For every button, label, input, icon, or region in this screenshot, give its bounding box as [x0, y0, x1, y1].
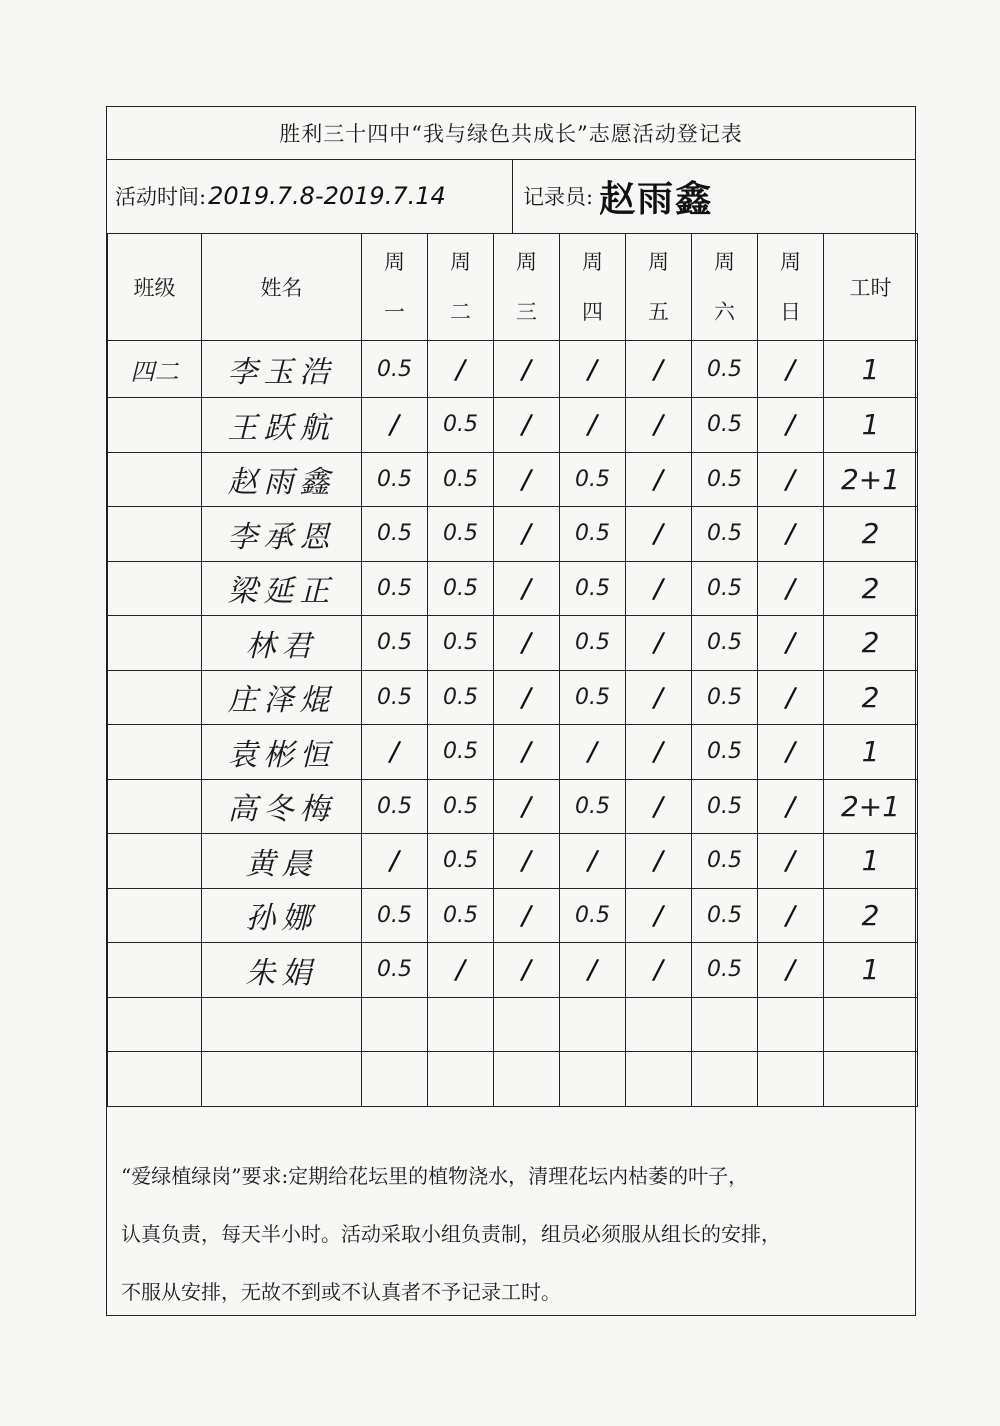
day-cell: [692, 943, 758, 998]
slash-mark: /: [518, 351, 535, 387]
day-cell: [560, 1052, 626, 1107]
day-cell: [692, 725, 758, 780]
slash-mark: /: [650, 734, 667, 769]
day-cell: [362, 398, 428, 453]
total-hours-cell: 1: [824, 943, 918, 998]
day-cell: [626, 779, 692, 834]
day-cell: [560, 670, 626, 725]
hours-value: 0.5: [707, 521, 742, 547]
total-hours-cell: 2+1: [824, 452, 918, 507]
day-cell: [362, 616, 428, 671]
total-hours-cell: 2: [824, 670, 918, 725]
day-cell: [494, 834, 560, 889]
day-cell: [362, 452, 428, 507]
day-cell: [362, 888, 428, 943]
day-cell: [692, 997, 758, 1052]
slash-mark: /: [782, 625, 799, 660]
class-cell: [108, 452, 202, 507]
day-cell: [494, 507, 560, 562]
day-cell: [758, 888, 824, 943]
table-row: [108, 725, 918, 780]
day-cell: [626, 888, 692, 943]
name-cell: 高冬梅: [202, 779, 362, 834]
hours-value: 0.5: [377, 902, 412, 928]
registration-form: [106, 106, 916, 1316]
hours-value: 0.5: [575, 630, 610, 656]
class-cell: [108, 725, 202, 780]
hours-value: 0.5: [707, 412, 742, 438]
recorder-label: 记录员:: [523, 185, 594, 209]
table-row: [108, 507, 918, 562]
day-cell: [758, 398, 824, 453]
day-cell: [626, 398, 692, 453]
table-row: [108, 341, 918, 398]
total-hours-cell: 1: [824, 398, 918, 453]
slash-mark: /: [518, 952, 535, 987]
header-class: 班级: [108, 234, 202, 341]
day-cell: [428, 943, 494, 998]
day-cell: [362, 507, 428, 562]
day-cell: [428, 561, 494, 616]
slash-mark: /: [650, 407, 667, 442]
class-cell: 四二: [108, 341, 202, 398]
total-hours-cell: 1: [824, 341, 918, 398]
slash-mark: /: [518, 843, 535, 878]
slash-mark: /: [518, 680, 535, 715]
attendance-table: [107, 233, 918, 1107]
day-cell: [758, 997, 824, 1052]
day-cell: [626, 1052, 692, 1107]
hours-value: 0.5: [443, 412, 478, 438]
day-cell: [560, 725, 626, 780]
hours-value: 0.5: [707, 356, 742, 382]
slash-mark: /: [782, 680, 799, 715]
header-name: 姓名: [202, 234, 362, 341]
slash-mark: /: [584, 407, 601, 442]
hours-value: 0.5: [377, 684, 412, 710]
header-row: [108, 234, 918, 341]
table-row: [108, 997, 918, 1052]
day-cell: [362, 341, 428, 398]
day-cell: [494, 1052, 560, 1107]
slash-mark: /: [650, 571, 667, 606]
day-cell: [362, 1052, 428, 1107]
day-cell: [692, 670, 758, 725]
day-cell: [758, 834, 824, 889]
day-cell: [758, 507, 824, 562]
header-day-sun: 周 日: [758, 234, 824, 341]
day-cell: [428, 670, 494, 725]
slash-mark: /: [452, 351, 469, 387]
form-title: 胜利三十四中“我与绿色共成长”志愿活动登记表: [107, 107, 915, 160]
slash-mark: /: [650, 462, 667, 497]
requirements-notes: [121, 1147, 903, 1321]
hours-value: 0.5: [377, 957, 412, 983]
hours-value: 0.5: [377, 466, 412, 492]
hours-value: 0.5: [443, 684, 478, 710]
note-line: 认真负责，每天半小时。活动采取小组负责制，组员必须服从组长的安排，: [121, 1222, 781, 1246]
day-cell: [428, 452, 494, 507]
day-cell: [692, 888, 758, 943]
day-cell: [758, 779, 824, 834]
slash-mark: /: [518, 789, 535, 824]
slash-mark: /: [584, 734, 601, 769]
activity-time-label: 活动时间:: [115, 185, 207, 209]
day-cell: [494, 943, 560, 998]
hours-value: 0.5: [443, 575, 478, 601]
name-cell: 梁延正: [202, 561, 362, 616]
day-cell: [692, 561, 758, 616]
total-hours-cell: [824, 1052, 918, 1107]
activity-time-cell: [107, 159, 513, 233]
day-cell: [428, 779, 494, 834]
hours-value: 0.5: [707, 630, 742, 656]
hours-value: 0.5: [377, 356, 412, 382]
slash-mark: /: [782, 462, 799, 497]
day-cell: [362, 834, 428, 889]
slash-mark: /: [782, 571, 799, 606]
day-cell: [560, 943, 626, 998]
day-cell: [692, 398, 758, 453]
hours-value: 0.5: [575, 902, 610, 928]
slash-mark: /: [650, 516, 667, 551]
day-cell: [428, 1052, 494, 1107]
day-cell: [362, 725, 428, 780]
hours-value: 0.5: [377, 575, 412, 601]
day-cell: [494, 670, 560, 725]
day-cell: [494, 452, 560, 507]
slash-mark: /: [782, 351, 799, 387]
day-cell: [692, 834, 758, 889]
day-cell: [758, 1052, 824, 1107]
day-cell: [362, 670, 428, 725]
day-cell: [560, 561, 626, 616]
day-cell: [362, 561, 428, 616]
day-cell: [692, 616, 758, 671]
day-cell: [494, 888, 560, 943]
hours-value: 0.5: [377, 630, 412, 656]
hours-value: 0.5: [707, 957, 742, 983]
name-cell: 庄泽焜: [202, 670, 362, 725]
total-hours-cell: 1: [824, 725, 918, 780]
day-cell: [428, 725, 494, 780]
hours-value: 0.5: [575, 793, 610, 819]
name-cell: 王跃航: [202, 398, 362, 453]
header-day-wed: 周 三: [494, 234, 560, 341]
class-cell: [108, 779, 202, 834]
table-row: [108, 452, 918, 507]
table-row: [108, 670, 918, 725]
class-cell: [108, 1052, 202, 1107]
header-hours: 工时: [824, 234, 918, 341]
name-cell: 李承恩: [202, 507, 362, 562]
day-cell: [560, 888, 626, 943]
class-cell: [108, 943, 202, 998]
slash-mark: /: [452, 952, 469, 987]
day-cell: [692, 507, 758, 562]
table-row: [108, 561, 918, 616]
slash-mark: /: [650, 789, 667, 824]
hours-value: 0.5: [377, 521, 412, 547]
slash-mark: /: [782, 407, 799, 442]
hours-value: 0.5: [443, 793, 478, 819]
day-cell: [626, 507, 692, 562]
slash-mark: /: [584, 843, 601, 878]
total-hours-cell: 2: [824, 507, 918, 562]
day-cell: [560, 834, 626, 889]
hours-value: 0.5: [707, 902, 742, 928]
day-cell: [494, 616, 560, 671]
day-cell: [626, 341, 692, 398]
day-cell: [692, 341, 758, 398]
slash-mark: /: [386, 734, 403, 769]
class-cell: [108, 997, 202, 1052]
activity-time-value: 2019.7.8-2019.7.14: [208, 182, 446, 210]
slash-mark: /: [782, 898, 799, 933]
day-cell: [626, 670, 692, 725]
total-hours-cell: 1: [824, 834, 918, 889]
header-day-sat: 周 六: [692, 234, 758, 341]
slash-mark: /: [650, 952, 667, 987]
hours-value: 0.5: [443, 521, 478, 547]
day-cell: [560, 616, 626, 671]
day-cell: [626, 997, 692, 1052]
header-day-mon: 周 一: [362, 234, 428, 341]
day-cell: [428, 997, 494, 1052]
name-cell: 李玉浩: [202, 341, 362, 398]
table-row: [108, 943, 918, 998]
day-cell: [758, 452, 824, 507]
slash-mark: /: [782, 952, 799, 987]
hours-value: 0.5: [575, 521, 610, 547]
hours-value: 0.5: [443, 630, 478, 656]
name-cell: 黄晨: [202, 834, 362, 889]
slash-mark: /: [386, 843, 403, 878]
slash-mark: /: [518, 571, 535, 606]
day-cell: [560, 779, 626, 834]
day-cell: [758, 943, 824, 998]
slash-mark: /: [650, 625, 667, 660]
day-cell: [428, 834, 494, 889]
day-cell: [626, 943, 692, 998]
day-cell: [758, 616, 824, 671]
class-cell: [108, 398, 202, 453]
day-cell: [362, 943, 428, 998]
day-cell: [758, 341, 824, 398]
hours-value: 0.5: [443, 848, 478, 874]
slash-mark: /: [782, 516, 799, 551]
table-row: [108, 834, 918, 889]
day-cell: [428, 341, 494, 398]
day-cell: [428, 616, 494, 671]
slash-mark: /: [650, 680, 667, 715]
name-cell: [202, 997, 362, 1052]
class-cell: [108, 888, 202, 943]
day-cell: [494, 779, 560, 834]
hours-value: 0.5: [443, 902, 478, 928]
hours-value: 0.5: [377, 793, 412, 819]
slash-mark: /: [650, 898, 667, 933]
day-cell: [560, 341, 626, 398]
hours-value: 0.5: [443, 466, 478, 492]
day-cell: [758, 561, 824, 616]
day-cell: [692, 779, 758, 834]
total-hours-cell: 2: [824, 561, 918, 616]
table-row: [108, 888, 918, 943]
info-row: [107, 159, 915, 234]
slash-mark: /: [782, 734, 799, 769]
name-cell: [202, 1052, 362, 1107]
slash-mark: /: [386, 407, 403, 442]
day-cell: [362, 779, 428, 834]
day-cell: [626, 834, 692, 889]
hours-value: 0.5: [707, 466, 742, 492]
day-cell: [626, 725, 692, 780]
day-cell: [560, 997, 626, 1052]
hours-value: 0.5: [707, 793, 742, 819]
name-cell: 孙娜: [202, 888, 362, 943]
hours-value: 0.5: [575, 684, 610, 710]
day-cell: [428, 888, 494, 943]
day-cell: [362, 997, 428, 1052]
slash-mark: /: [584, 952, 601, 987]
slash-mark: /: [518, 898, 535, 933]
name-cell: 朱娟: [202, 943, 362, 998]
hours-value: 0.5: [575, 575, 610, 601]
hours-value: 0.5: [707, 739, 742, 765]
note-line: 不服从安排，无故不到或不认真者不予记录工时。: [121, 1280, 561, 1304]
day-cell: [428, 507, 494, 562]
day-cell: [494, 997, 560, 1052]
class-cell: [108, 507, 202, 562]
total-hours-cell: 2+1: [824, 779, 918, 834]
table-row: [108, 1052, 918, 1107]
slash-mark: /: [650, 351, 667, 387]
day-cell: [560, 452, 626, 507]
day-cell: [758, 670, 824, 725]
class-cell: [108, 561, 202, 616]
total-hours-cell: [824, 997, 918, 1052]
day-cell: [692, 452, 758, 507]
day-cell: [428, 398, 494, 453]
hours-value: 0.5: [707, 575, 742, 601]
day-cell: [626, 452, 692, 507]
total-hours-cell: 2: [824, 888, 918, 943]
day-cell: [692, 1052, 758, 1107]
slash-mark: /: [518, 407, 535, 442]
day-cell: [494, 341, 560, 398]
note-line: “爱绿植绿岗”要求:定期给花坛里的植物浇水，清理花坛内枯萎的叶子，: [121, 1164, 749, 1188]
table-row: [108, 616, 918, 671]
slash-mark: /: [782, 843, 799, 878]
header-day-fri: 周 五: [626, 234, 692, 341]
table-row: [108, 398, 918, 453]
slash-mark: /: [518, 625, 535, 660]
day-cell: [560, 398, 626, 453]
day-cell: [626, 616, 692, 671]
day-cell: [626, 561, 692, 616]
name-cell: 林君: [202, 616, 362, 671]
day-cell: [494, 725, 560, 780]
recorder-cell: [513, 159, 915, 233]
name-cell: 赵雨鑫: [202, 452, 362, 507]
hours-value: 0.5: [707, 684, 742, 710]
table-row: [108, 779, 918, 834]
day-cell: [494, 561, 560, 616]
slash-mark: /: [518, 462, 535, 497]
name-cell: 袁彬恒: [202, 725, 362, 780]
day-cell: [560, 507, 626, 562]
header-day-tue: 周 二: [428, 234, 494, 341]
hours-value: 0.5: [575, 466, 610, 492]
slash-mark: /: [518, 734, 535, 769]
recorder-value: 赵雨鑫: [599, 178, 714, 220]
class-cell: [108, 834, 202, 889]
class-cell: [108, 616, 202, 671]
hours-value: 0.5: [707, 848, 742, 874]
slash-mark: /: [650, 843, 667, 878]
day-cell: [758, 725, 824, 780]
header-day-thu: 周 四: [560, 234, 626, 341]
class-cell: [108, 670, 202, 725]
slash-mark: /: [782, 789, 799, 824]
total-hours-cell: 2: [824, 616, 918, 671]
hours-value: 0.5: [443, 739, 478, 765]
slash-mark: /: [584, 351, 601, 387]
day-cell: [494, 398, 560, 453]
slash-mark: /: [518, 516, 535, 551]
